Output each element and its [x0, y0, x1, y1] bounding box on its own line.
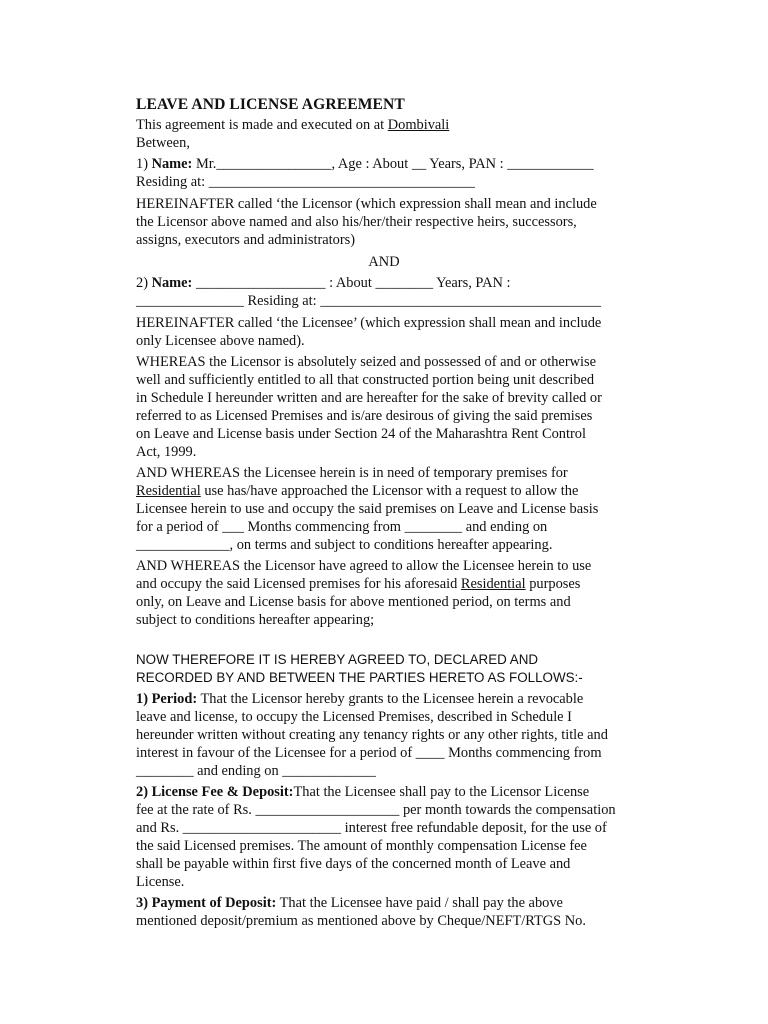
party2-number: 2) [136, 275, 152, 291]
whereas3-line: AND WHEREAS the Licensor have agreed to allow the Licensee herein to use [136, 558, 592, 574]
party2-hereinafter-line: HEREINAFTER called ‘the Licensee’ (which expression shall mean and include [136, 315, 602, 331]
intro-line [136, 116, 449, 134]
clause1-line: leave and license, to occupy the Licensed Premises, described in Schedule I [136, 709, 572, 725]
place-name: Dombivali [387, 117, 450, 133]
clause2-heading: 2) License Fee & Deposit: [136, 784, 294, 800]
party1-hereinafter-line: the Licensor above named and also his/her/their respective heirs, successors, [136, 214, 577, 230]
whereas2-line: Licensee herein to use and occupy the said premises on Leave and License basis [136, 501, 599, 517]
clause3-line [136, 894, 563, 912]
residential-term: Residential [460, 576, 526, 592]
clause3-text: That the Licensee have paid / shall pay the above [276, 895, 563, 911]
clause2-line: License. [136, 874, 185, 890]
whereas1-line: Act, 1999. [136, 444, 197, 460]
clause1-line: ________ and ending on _____________ [136, 763, 376, 779]
clause3-line: mentioned deposit/premium as mentioned above by Cheque/NEFT/RTGS No. [136, 913, 586, 929]
party2-name-blank: __________________ : About ________ Years, PAN : [192, 275, 511, 291]
party1-name-label: Name: [151, 156, 193, 172]
party2-name-line [136, 274, 510, 292]
clause2-line: shall be payable within first five days of the concerned month of Leave and [136, 856, 571, 872]
whereas3-text: purposes [525, 576, 581, 592]
party1-hereinafter-line: assigns, executors and administrators) [136, 232, 356, 248]
residential-term: Residential [136, 483, 201, 499]
whereas1-line: WHEREAS the Licensor is absolutely seized and possessed of and or otherwise [136, 354, 596, 370]
clause2-line: and Rs. ______________________ interest free refundable deposit, for the use of [136, 820, 607, 836]
and-label: AND [368, 254, 400, 270]
whereas3-text: and occupy the said Licensed premises for his aforesaid [136, 576, 461, 592]
party1-hereinafter-line: HEREINAFTER called ‘the Licensor (which expression shall mean and include [136, 196, 597, 212]
party1-residing-line: Residing at: _____________________________________ [136, 174, 475, 190]
whereas3-line [136, 575, 580, 593]
clause1-heading: 1) Period: [136, 691, 198, 707]
party2-name-label: Name: [151, 275, 193, 291]
party2-hereinafter-line: only Licensee above named). [136, 333, 305, 349]
clause2-line: fee at the rate of Rs. ____________________ per month towards the compensation [136, 802, 616, 818]
clause2-text: That the Licensee shall pay to the Licensor License [293, 784, 590, 800]
party1-name-blank: Mr.________________, Age : About __ Years, PAN : ____________ [192, 156, 594, 172]
whereas2-line: AND WHEREAS the Licensee herein is in need of temporary premises for [136, 465, 568, 481]
party2-residing-line: _______________ Residing at: _______________________________________ [136, 293, 601, 309]
intro-text: This agreement is made and executed on at [136, 117, 388, 133]
whereas2-line [136, 482, 578, 500]
whereas1-line: well and sufficiently entitled to all that constructed portion being unit described [136, 372, 595, 388]
page-title: LEAVE AND LICENSE AGREEMENT [136, 96, 405, 113]
clause2-line: the said Licensed premises. The amount of monthly compensation License fee [136, 838, 587, 854]
clause2-line [136, 783, 589, 801]
now-therefore-line: RECORDED BY AND BETWEEN THE PARTIES HERETO AS FOLLOWS:- [136, 670, 583, 685]
clause1-line: hereunder written without creating any tenancy rights or any other rights, title and [136, 727, 608, 743]
clause3-heading: 3) Payment of Deposit: [136, 895, 277, 911]
between-label: Between, [136, 135, 190, 151]
whereas2-line: for a period of ___ Months commencing from ________ and ending on [136, 519, 548, 535]
party1-name-line [136, 155, 594, 173]
whereas1-line: referred to as Licensed Premises and is/are desirous of giving the said premises [136, 408, 593, 424]
clause1-line [136, 690, 583, 708]
party1-number: 1) [136, 156, 152, 172]
whereas3-line: subject to conditions hereafter appearing; [136, 612, 375, 628]
whereas3-line: only, on Leave and License basis for above mentioned period, on terms and [136, 594, 571, 610]
whereas2-line: _____________, on terms and subject to conditions hereafter appearing. [136, 537, 553, 553]
clause1-text: That the Licensor hereby grants to the Licensee herein a revocable [197, 691, 584, 707]
now-therefore-line: NOW THEREFORE IT IS HEREBY AGREED TO, DECLARED AND [136, 652, 539, 667]
whereas1-line: in Schedule I hereunder written and are hereafter for the sake of brevity called or [136, 390, 602, 406]
whereas1-line: on Leave and License basis under Section 24 of the Maharashtra Rent Control [136, 426, 586, 442]
whereas2-text: use has/have approached the Licensor with a request to allow the [200, 483, 579, 499]
clause1-line: interest in favour of the Licensee for a period of ____ Months commencing from [136, 745, 602, 761]
